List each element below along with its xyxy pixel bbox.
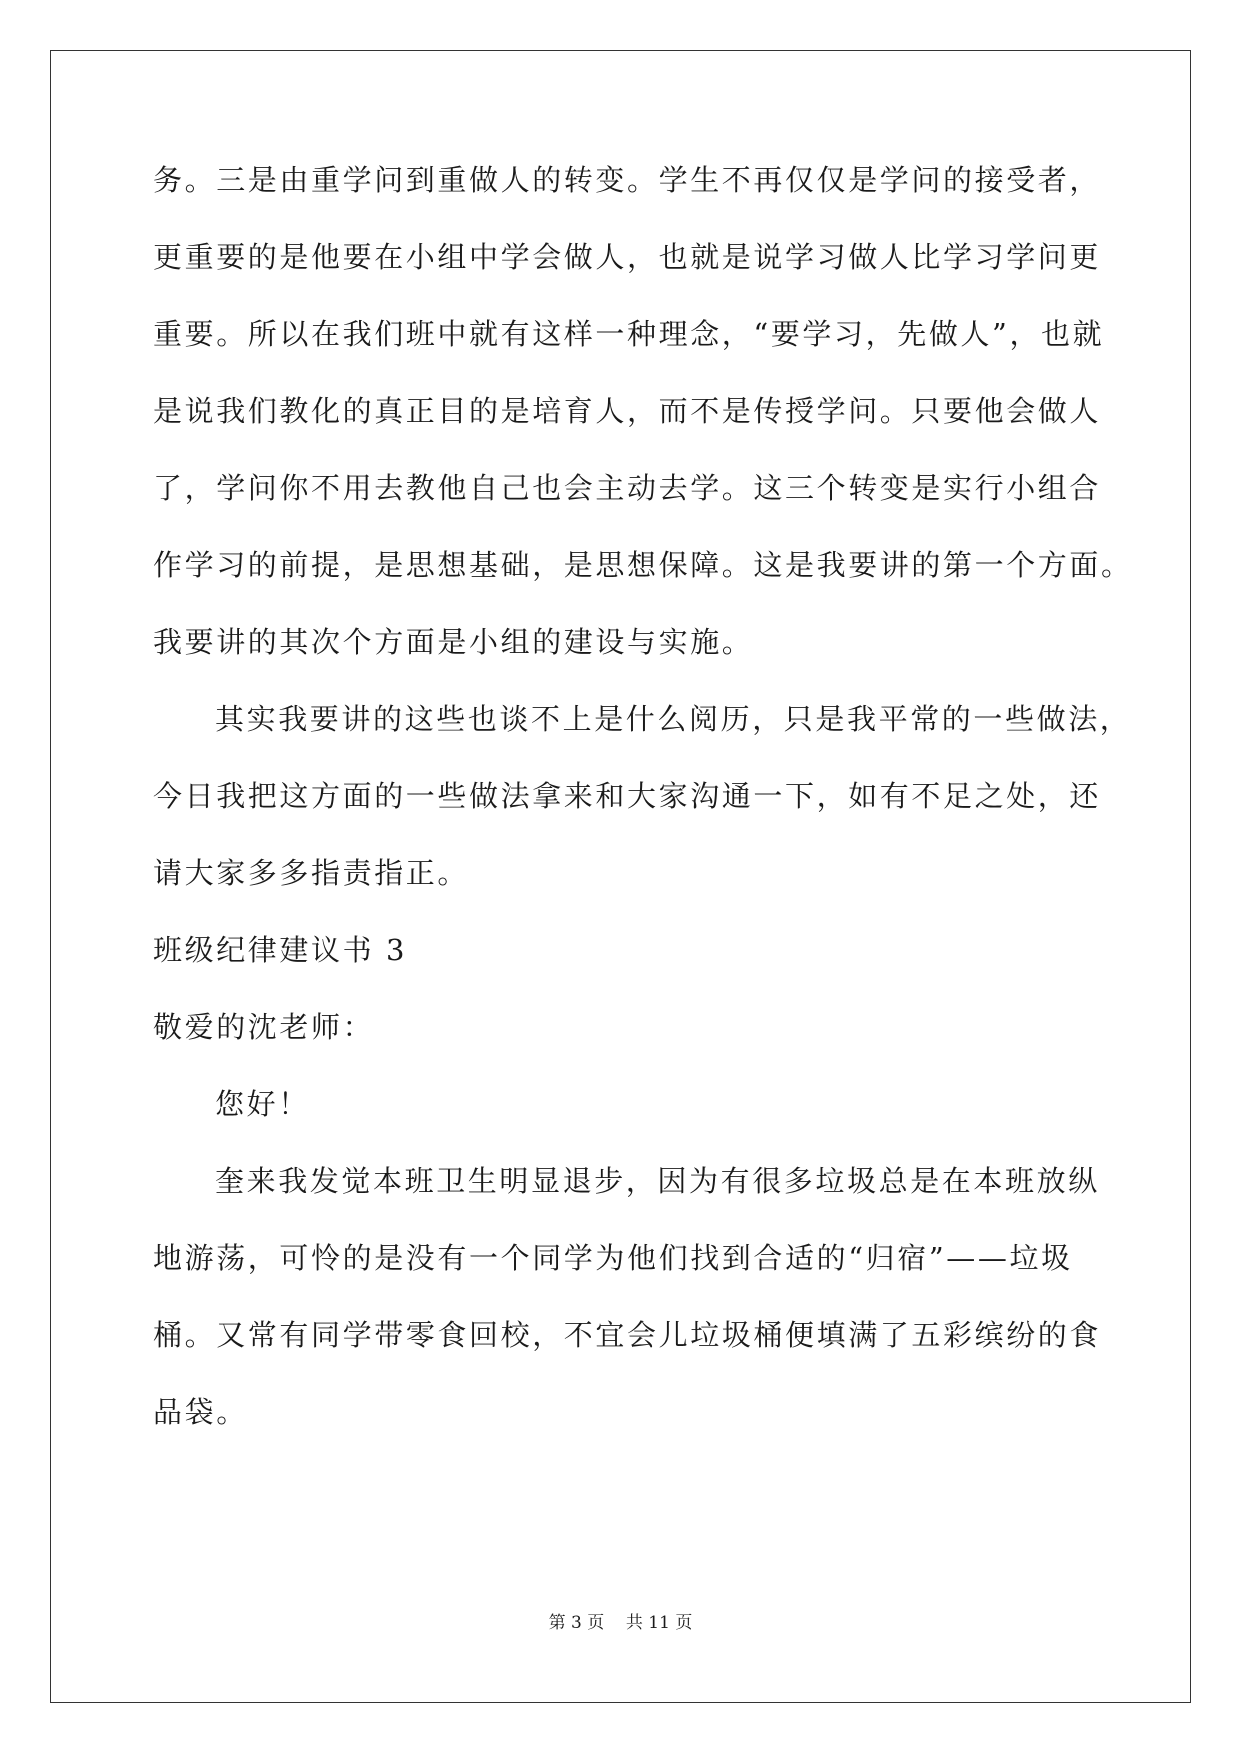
text-line: 品袋。 — [153, 1395, 248, 1429]
page-number: 第 3 页 — [548, 1613, 605, 1633]
greeting: 您好！ — [215, 1087, 310, 1121]
text-line: 我要讲的其次个方面是小组的建设与实施。 — [153, 625, 754, 659]
text-line: 是说我们教化的真正目的是培育人，而不是传授学问。只要他会做人 — [153, 394, 1102, 428]
page-footer — [0, 1611, 1241, 1635]
text-line: 桶。又常有同学带零食回校，不宜会儿垃圾桶便填满了五彩缤纷的食 — [153, 1318, 1102, 1352]
paragraph-start-line: 奎来我发觉本班卫生明显退步，因为有很多垃圾总是在本班放纵 — [215, 1164, 1100, 1198]
section-heading: 班级纪律建议书 3 — [153, 933, 408, 967]
text-line: 重要。所以在我们班中就有这样一种理念，“要学习，先做人”，也就 — [153, 317, 1105, 351]
text-line: 作学习的前提，是思想基础，是思想保障。这是我要讲的第一个方面。 — [153, 548, 1133, 582]
text-line: 今日我把这方面的一些做法拿来和大家沟通一下，如有不足之处，还 — [153, 779, 1102, 813]
text-line: 更重要的是他要在小组中学会做人，也就是说学习做人比学习学问更 — [153, 240, 1102, 274]
total-pages: 共 11 页 — [625, 1613, 693, 1633]
text-line: 地游荡，可怜的是没有一个同学为他们找到合适的“归宿”——垃圾 — [153, 1241, 1073, 1275]
salutation: 敬爱的沈老师： — [153, 1010, 375, 1044]
text-line: 务。三是由重学问到重做人的转变。学生不再仅仅是学问的接受者， — [153, 163, 1102, 197]
paragraph-start-line: 其实我要讲的这些也谈不上是什么阅历，只是我平常的一些做法， — [215, 702, 1132, 736]
text-line: 了，学问你不用去教他自己也会主动去学。这三个转变是实行小组合 — [153, 471, 1102, 505]
text-line: 请大家多多指责指正。 — [153, 856, 470, 890]
